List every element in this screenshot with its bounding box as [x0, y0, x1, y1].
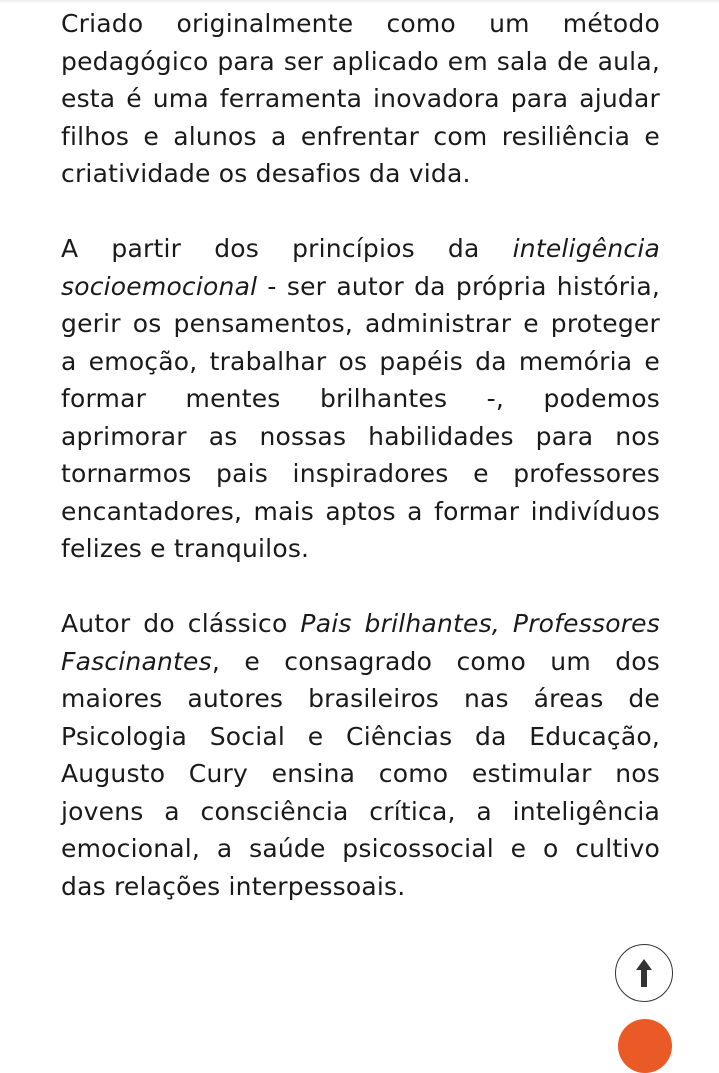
book-title-emphasis: Pais brilhantes, Professores Fascinantes [61, 609, 660, 676]
top-edge-shadow [0, 0, 719, 4]
scroll-to-top-button[interactable] [615, 944, 673, 1002]
paragraph-text: , e consagrado como um dos maiores autores brasileiros nas áreas de Psicologia Social e Ciências da Educação, Augusto Cury ensina como estimular nos jovens a consciência crítica, a inteligência emocional, a saúde psicossocial e o cultivo das relações interpessoais. [61, 646, 660, 901]
paragraph-text: Criado originalmente como um método pedagógico para ser aplicado em sala de aula, esta é uma ferramenta inovadora para ajudar filhos e alunos a enfrentar com resiliência e criatividade os desafios da vida. [61, 9, 660, 188]
emphasis-text: inteligência socioemocional [61, 234, 660, 301]
paragraph-text: - ser autor da própria história, gerir os pensamentos, administrar e proteger a emoção, trabalhar os papéis da memória e formar mentes brilhantes -, podemos aprimorar as nossas habilidades para nos tornarmos pais inspiradores e professores encantadores, mais aptos a formar indivíduos felizes e tranquilos. [61, 271, 660, 563]
paragraph-2 [61, 230, 660, 568]
arrow-up-icon [633, 957, 655, 989]
paragraph-text: A partir dos princípios da [61, 234, 513, 263]
paragraph-1 [61, 5, 660, 193]
paragraph-text: Autor do clássico [61, 609, 301, 638]
paragraph-3 [61, 605, 660, 905]
floating-action-button[interactable] [618, 1019, 672, 1073]
book-description [61, 5, 660, 943]
